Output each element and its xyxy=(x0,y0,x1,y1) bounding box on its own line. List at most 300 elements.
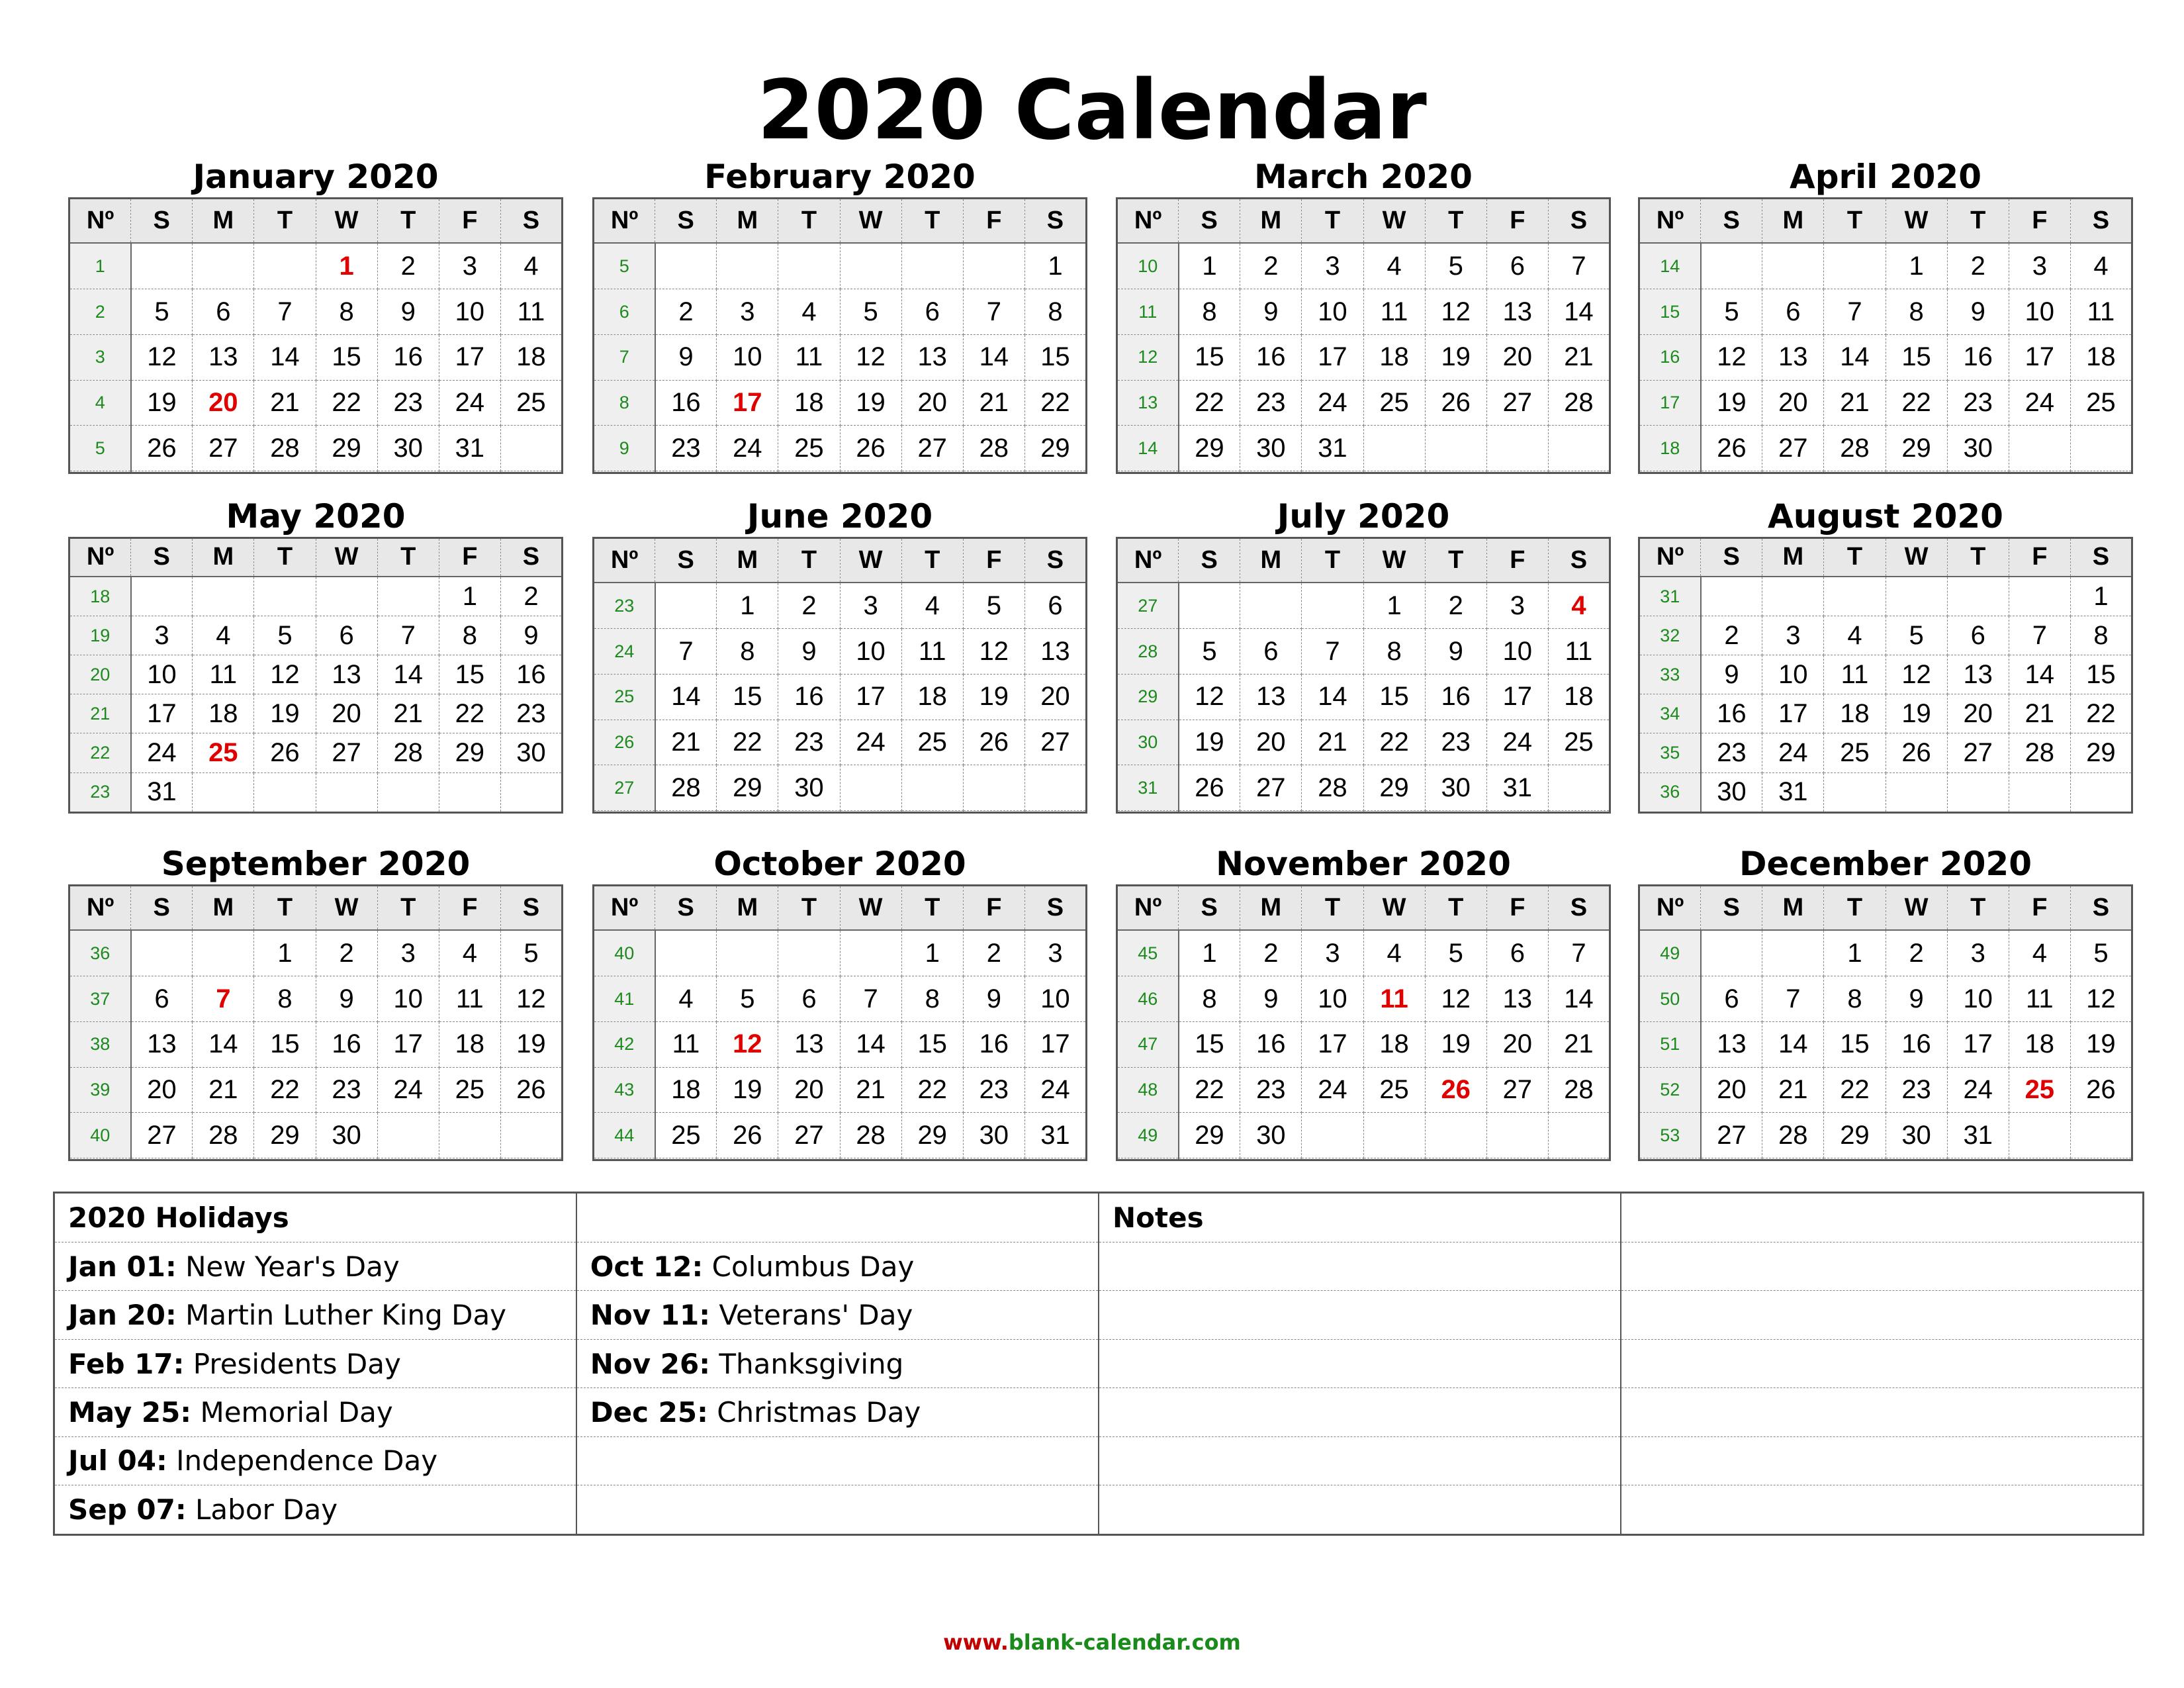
day-cell: 13 xyxy=(901,334,963,380)
holiday-blank xyxy=(576,1436,1099,1485)
weekday-header: T xyxy=(1824,538,1886,577)
day-cell: 5 xyxy=(1425,243,1486,289)
day-cell: 3 xyxy=(1302,930,1363,976)
day-cell xyxy=(1024,765,1086,811)
day-cell: 12 xyxy=(2070,976,2132,1022)
day-cell xyxy=(316,471,377,473)
day-cell: 2 xyxy=(655,289,717,335)
day-cell: 30 xyxy=(1240,426,1302,471)
week-number-header: Nº xyxy=(69,538,131,577)
day-cell: 1 xyxy=(254,930,316,976)
day-cell: 17 xyxy=(1024,1021,1086,1067)
day-cell: 10 xyxy=(439,289,500,335)
holiday-entry xyxy=(54,1436,576,1485)
day-cell: 6 xyxy=(1024,583,1086,628)
day-cell: 11 xyxy=(500,289,562,335)
week-number: 27 xyxy=(594,765,655,811)
holiday-date: Nov 11: xyxy=(590,1299,710,1332)
day-cell: 29 xyxy=(1179,1113,1240,1158)
holiday-day-cell: 12 xyxy=(717,1021,778,1067)
weekday-header: T xyxy=(1425,538,1486,583)
day-cell: 20 xyxy=(1701,1067,1762,1113)
day-cell: 15 xyxy=(2070,655,2132,694)
holiday-date: May 25: xyxy=(68,1395,192,1429)
notes-line[interactable] xyxy=(1621,1242,2143,1290)
weekday-header: T xyxy=(1302,199,1363,244)
day-cell xyxy=(193,471,254,473)
day-cell: 14 xyxy=(1762,1021,1824,1067)
day-cell: 25 xyxy=(2070,380,2132,426)
day-cell: 10 xyxy=(1486,629,1548,675)
weekday-header: T xyxy=(1824,199,1886,244)
holiday-name: Veterans' Day xyxy=(719,1299,913,1332)
day-cell: 24 xyxy=(840,720,901,765)
day-cell: 27 xyxy=(901,426,963,471)
day-cell: 23 xyxy=(1240,380,1302,426)
week-number: 25 xyxy=(594,674,655,720)
day-cell: 16 xyxy=(655,380,717,426)
notes-line[interactable] xyxy=(1621,1339,2143,1387)
week-number: 35 xyxy=(1639,733,1701,773)
day-cell xyxy=(2070,1113,2132,1158)
day-cell: 28 xyxy=(1548,380,1610,426)
weekday-header: M xyxy=(1762,199,1824,244)
day-cell: 6 xyxy=(193,289,254,335)
holiday-day-cell: 4 xyxy=(1548,583,1610,628)
weekday-header: S xyxy=(655,199,717,244)
day-cell: 8 xyxy=(717,629,778,675)
week-number: 14 xyxy=(1639,243,1701,289)
day-cell xyxy=(1425,810,1486,812)
day-cell: 24 xyxy=(1947,1067,2009,1113)
day-cell xyxy=(2070,1158,2132,1160)
week-number: 8 xyxy=(594,380,655,426)
day-cell xyxy=(1024,1158,1086,1160)
day-cell: 23 xyxy=(963,1067,1024,1113)
day-cell xyxy=(655,583,717,628)
week-number: 51 xyxy=(1639,1021,1701,1067)
day-cell: 9 xyxy=(778,629,840,675)
day-cell: 26 xyxy=(840,426,901,471)
day-cell: 8 xyxy=(439,616,500,655)
day-cell: 3 xyxy=(1302,243,1363,289)
week-number-header: Nº xyxy=(1639,886,1701,931)
day-cell xyxy=(717,810,778,812)
day-cell: 21 xyxy=(655,720,717,765)
day-cell xyxy=(840,471,901,473)
day-cell: 14 xyxy=(1824,334,1886,380)
day-cell: 12 xyxy=(840,334,901,380)
day-cell: 19 xyxy=(1179,720,1240,765)
day-cell: 6 xyxy=(1486,243,1548,289)
day-cell xyxy=(1363,471,1425,473)
day-cell xyxy=(2009,426,2070,471)
day-cell: 4 xyxy=(500,243,562,289)
weekday-header: F xyxy=(1486,199,1548,244)
day-cell: 25 xyxy=(1824,733,1886,773)
month-6 xyxy=(592,497,1087,814)
day-cell: 9 xyxy=(500,616,562,655)
holiday-date: Dec 25: xyxy=(590,1395,708,1429)
notes-blank xyxy=(1621,1193,2143,1243)
weekday-header: T xyxy=(901,199,963,244)
day-cell: 3 xyxy=(1762,616,1824,655)
weekday-header: S xyxy=(1024,886,1086,931)
day-cell: 26 xyxy=(2070,1067,2132,1113)
day-cell: 18 xyxy=(901,674,963,720)
day-cell: 1 xyxy=(1824,930,1886,976)
day-cell: 12 xyxy=(1886,655,1947,694)
day-cell: 5 xyxy=(717,976,778,1022)
day-cell: 27 xyxy=(1701,1113,1762,1158)
day-cell xyxy=(1363,426,1425,471)
day-cell xyxy=(1486,471,1548,473)
week-number xyxy=(594,471,655,473)
day-cell: 18 xyxy=(1363,1021,1425,1067)
day-cell: 7 xyxy=(254,289,316,335)
footer-url[interactable] xyxy=(0,1630,2184,1655)
day-cell: 3 xyxy=(2009,243,2070,289)
day-cell: 10 xyxy=(1302,976,1363,1022)
day-cell: 4 xyxy=(1363,930,1425,976)
day-cell: 12 xyxy=(131,334,193,380)
day-cell: 29 xyxy=(2070,733,2132,773)
day-cell: 16 xyxy=(778,674,840,720)
weekday-header: F xyxy=(2009,886,2070,931)
day-cell: 27 xyxy=(131,1113,193,1158)
notes-line[interactable] xyxy=(1099,1291,1621,1339)
month-7 xyxy=(1116,497,1611,814)
day-cell: 29 xyxy=(1824,1113,1886,1158)
day-cell xyxy=(193,1158,254,1160)
month-title: September 2020 xyxy=(161,845,471,883)
notes-line[interactable] xyxy=(1099,1388,1621,1436)
day-cell: 17 xyxy=(1486,674,1548,720)
holiday-date: Jan 20: xyxy=(68,1299,177,1332)
day-cell xyxy=(1824,577,1886,616)
day-cell xyxy=(963,243,1024,289)
day-cell: 25 xyxy=(1363,380,1425,426)
day-cell: 5 xyxy=(1886,616,1947,655)
notes-line[interactable] xyxy=(1621,1485,2143,1535)
day-cell: 30 xyxy=(1947,426,2009,471)
day-cell: 28 xyxy=(963,426,1024,471)
day-cell: 12 xyxy=(500,976,562,1022)
weekday-header: W xyxy=(1886,886,1947,931)
weekday-header: T xyxy=(1302,538,1363,583)
day-cell xyxy=(655,1158,717,1160)
day-cell xyxy=(1179,471,1240,473)
day-cell: 1 xyxy=(1363,583,1425,628)
day-cell: 24 xyxy=(439,380,500,426)
week-number: 49 xyxy=(1639,930,1701,976)
day-cell: 12 xyxy=(254,655,316,694)
day-cell: 24 xyxy=(1486,720,1548,765)
day-cell: 15 xyxy=(316,334,377,380)
notes-line[interactable] xyxy=(1621,1291,2143,1339)
day-cell xyxy=(963,471,1024,473)
day-cell: 16 xyxy=(1886,1021,1947,1067)
day-cell xyxy=(2009,1158,2070,1160)
week-number: 23 xyxy=(594,583,655,628)
day-cell xyxy=(1548,810,1610,812)
day-cell xyxy=(377,577,439,616)
day-cell: 17 xyxy=(2009,334,2070,380)
day-cell: 26 xyxy=(1886,733,1947,773)
day-cell: 19 xyxy=(2070,1021,2132,1067)
week-number: 43 xyxy=(594,1067,655,1113)
day-cell: 19 xyxy=(500,1021,562,1067)
day-cell: 19 xyxy=(131,380,193,426)
day-cell: 27 xyxy=(1947,733,2009,773)
day-cell: 28 xyxy=(377,733,439,773)
day-cell: 13 xyxy=(1762,334,1824,380)
day-cell xyxy=(778,243,840,289)
day-cell: 3 xyxy=(131,616,193,655)
holiday-date: Jan 01: xyxy=(68,1250,177,1283)
month-12 xyxy=(1638,845,2133,1161)
month-table xyxy=(1116,537,1611,814)
day-cell xyxy=(1824,243,1886,289)
day-cell xyxy=(655,243,717,289)
day-cell: 7 xyxy=(840,976,901,1022)
day-cell: 8 xyxy=(2070,616,2132,655)
weekday-header: S xyxy=(2070,886,2132,931)
day-cell: 28 xyxy=(1762,1113,1824,1158)
day-cell xyxy=(901,243,963,289)
day-cell: 7 xyxy=(963,289,1024,335)
holiday-entry xyxy=(54,1291,576,1339)
week-number: 14 xyxy=(1117,426,1179,471)
notes-line[interactable] xyxy=(1099,1339,1621,1387)
day-cell: 4 xyxy=(2070,243,2132,289)
holidays-blank xyxy=(576,1193,1099,1243)
notes-line[interactable] xyxy=(1099,1242,1621,1290)
month-table xyxy=(68,537,563,814)
day-cell xyxy=(778,1158,840,1160)
day-cell: 8 xyxy=(1024,289,1086,335)
week-number: 12 xyxy=(1117,334,1179,380)
weekday-header: F xyxy=(439,886,500,931)
month-title: November 2020 xyxy=(1216,845,1511,883)
day-cell: 26 xyxy=(254,733,316,773)
weekday-header: T xyxy=(778,199,840,244)
weekday-header: S xyxy=(1548,538,1610,583)
weekday-header: M xyxy=(1762,886,1824,931)
month-title: August 2020 xyxy=(1768,497,2003,536)
day-cell xyxy=(2009,471,2070,473)
day-cell: 13 xyxy=(1024,629,1086,675)
day-cell xyxy=(1425,1113,1486,1158)
weekday-header: T xyxy=(377,199,439,244)
week-number: 6 xyxy=(594,289,655,335)
day-cell xyxy=(439,471,500,473)
holiday-blank xyxy=(576,1485,1099,1535)
day-cell: 24 xyxy=(1302,1067,1363,1113)
day-cell: 19 xyxy=(717,1067,778,1113)
month-table xyxy=(592,197,1087,474)
day-cell: 29 xyxy=(439,733,500,773)
holiday-entry xyxy=(54,1485,576,1535)
day-cell: 3 xyxy=(377,930,439,976)
weekday-header: W xyxy=(1886,199,1947,244)
day-cell xyxy=(1947,577,2009,616)
day-cell: 9 xyxy=(1886,976,1947,1022)
notes-line[interactable] xyxy=(1621,1388,2143,1436)
day-cell: 23 xyxy=(1701,733,1762,773)
day-cell: 3 xyxy=(1947,930,2009,976)
day-cell xyxy=(1486,810,1548,812)
day-cell xyxy=(963,765,1024,811)
holiday-day-cell: 7 xyxy=(193,976,254,1022)
holiday-day-cell: 25 xyxy=(193,733,254,773)
day-cell: 19 xyxy=(254,694,316,733)
day-cell: 23 xyxy=(1947,380,2009,426)
day-cell: 5 xyxy=(254,616,316,655)
month-title: June 2020 xyxy=(747,497,933,536)
weekday-header: M xyxy=(1240,538,1302,583)
week-number: 20 xyxy=(69,655,131,694)
day-cell: 22 xyxy=(1363,720,1425,765)
day-cell xyxy=(131,243,193,289)
week-number: 1 xyxy=(69,243,131,289)
day-cell: 4 xyxy=(901,583,963,628)
day-cell: 6 xyxy=(1701,976,1762,1022)
week-number: 32 xyxy=(1639,616,1701,655)
day-cell: 31 xyxy=(1762,773,1824,812)
day-cell: 20 xyxy=(778,1067,840,1113)
day-cell: 7 xyxy=(2009,616,2070,655)
day-cell: 18 xyxy=(500,334,562,380)
day-cell: 1 xyxy=(1179,243,1240,289)
week-number-header: Nº xyxy=(594,199,655,244)
day-cell: 1 xyxy=(2070,577,2132,616)
footer-prefix: www. xyxy=(943,1630,1009,1655)
day-cell: 22 xyxy=(2070,694,2132,733)
day-cell xyxy=(840,1158,901,1160)
holiday-entry xyxy=(576,1291,1099,1339)
holiday-day-cell: 26 xyxy=(1425,1067,1486,1113)
week-number: 5 xyxy=(69,426,131,471)
notes-line[interactable] xyxy=(1621,1436,2143,1485)
month-title: March 2020 xyxy=(1254,158,1473,196)
day-cell xyxy=(254,243,316,289)
month-title: December 2020 xyxy=(1739,845,2032,883)
month-11 xyxy=(1116,845,1611,1161)
day-cell xyxy=(377,773,439,812)
week-number xyxy=(1117,810,1179,812)
day-cell: 2 xyxy=(1240,930,1302,976)
holiday-entry xyxy=(54,1388,576,1436)
day-cell: 10 xyxy=(377,976,439,1022)
week-number-header: Nº xyxy=(594,886,655,931)
day-cell: 22 xyxy=(901,1067,963,1113)
day-cell xyxy=(1179,810,1240,812)
day-cell xyxy=(717,930,778,976)
weekday-header: T xyxy=(1947,886,2009,931)
day-cell: 10 xyxy=(1024,976,1086,1022)
weekday-header: S xyxy=(131,538,193,577)
day-cell: 12 xyxy=(1701,334,1762,380)
day-cell: 26 xyxy=(717,1113,778,1158)
day-cell: 7 xyxy=(1548,243,1610,289)
day-cell: 4 xyxy=(2009,930,2070,976)
day-cell xyxy=(1425,1158,1486,1160)
day-cell: 7 xyxy=(1302,629,1363,675)
weekday-header: M xyxy=(193,886,254,931)
day-cell xyxy=(439,1158,500,1160)
day-cell: 16 xyxy=(377,334,439,380)
holiday-date: Oct 12: xyxy=(590,1250,704,1283)
day-cell: 17 xyxy=(439,334,500,380)
day-cell xyxy=(1824,773,1886,812)
week-number: 53 xyxy=(1639,1113,1701,1158)
week-number: 13 xyxy=(1117,380,1179,426)
day-cell xyxy=(1701,471,1762,473)
holiday-day-cell: 17 xyxy=(717,380,778,426)
day-cell: 23 xyxy=(1886,1067,1947,1113)
day-cell: 30 xyxy=(1240,1113,1302,1158)
week-number: 40 xyxy=(594,930,655,976)
weekday-header: S xyxy=(500,538,562,577)
day-cell: 22 xyxy=(1179,1067,1240,1113)
week-number: 23 xyxy=(69,773,131,812)
day-cell xyxy=(1886,1158,1947,1160)
week-number: 48 xyxy=(1117,1067,1179,1113)
day-cell: 21 xyxy=(1548,334,1610,380)
day-cell xyxy=(131,930,193,976)
day-cell xyxy=(963,1158,1024,1160)
day-cell: 1 xyxy=(439,577,500,616)
weekday-header: F xyxy=(963,538,1024,583)
day-cell: 16 xyxy=(1947,334,2009,380)
day-cell xyxy=(840,243,901,289)
day-cell: 23 xyxy=(377,380,439,426)
week-number: 26 xyxy=(594,720,655,765)
day-cell xyxy=(500,1113,562,1158)
day-cell: 26 xyxy=(500,1067,562,1113)
day-cell xyxy=(1762,930,1824,976)
day-cell: 28 xyxy=(1302,765,1363,811)
day-cell: 10 xyxy=(717,334,778,380)
weekday-header: W xyxy=(1886,538,1947,577)
week-number: 24 xyxy=(594,629,655,675)
notes-line[interactable] xyxy=(1099,1436,1621,1485)
day-cell: 8 xyxy=(254,976,316,1022)
day-cell: 24 xyxy=(1024,1067,1086,1113)
day-cell xyxy=(2070,773,2132,812)
day-cell: 14 xyxy=(840,1021,901,1067)
day-cell: 13 xyxy=(1947,655,2009,694)
day-cell: 29 xyxy=(1024,426,1086,471)
week-number: 34 xyxy=(1639,694,1701,733)
day-cell: 19 xyxy=(840,380,901,426)
day-cell: 11 xyxy=(901,629,963,675)
day-cell: 26 xyxy=(1179,765,1240,811)
weekday-header: W xyxy=(840,886,901,931)
day-cell: 10 xyxy=(1947,976,2009,1022)
notes-line[interactable] xyxy=(1099,1485,1621,1535)
week-number xyxy=(69,471,131,473)
day-cell: 18 xyxy=(2009,1021,2070,1067)
day-cell: 6 xyxy=(901,289,963,335)
day-cell xyxy=(1762,243,1824,289)
day-cell: 27 xyxy=(1762,426,1824,471)
day-cell: 23 xyxy=(655,426,717,471)
day-cell: 17 xyxy=(1947,1021,2009,1067)
weekday-header: S xyxy=(131,886,193,931)
day-cell: 21 xyxy=(1548,1021,1610,1067)
